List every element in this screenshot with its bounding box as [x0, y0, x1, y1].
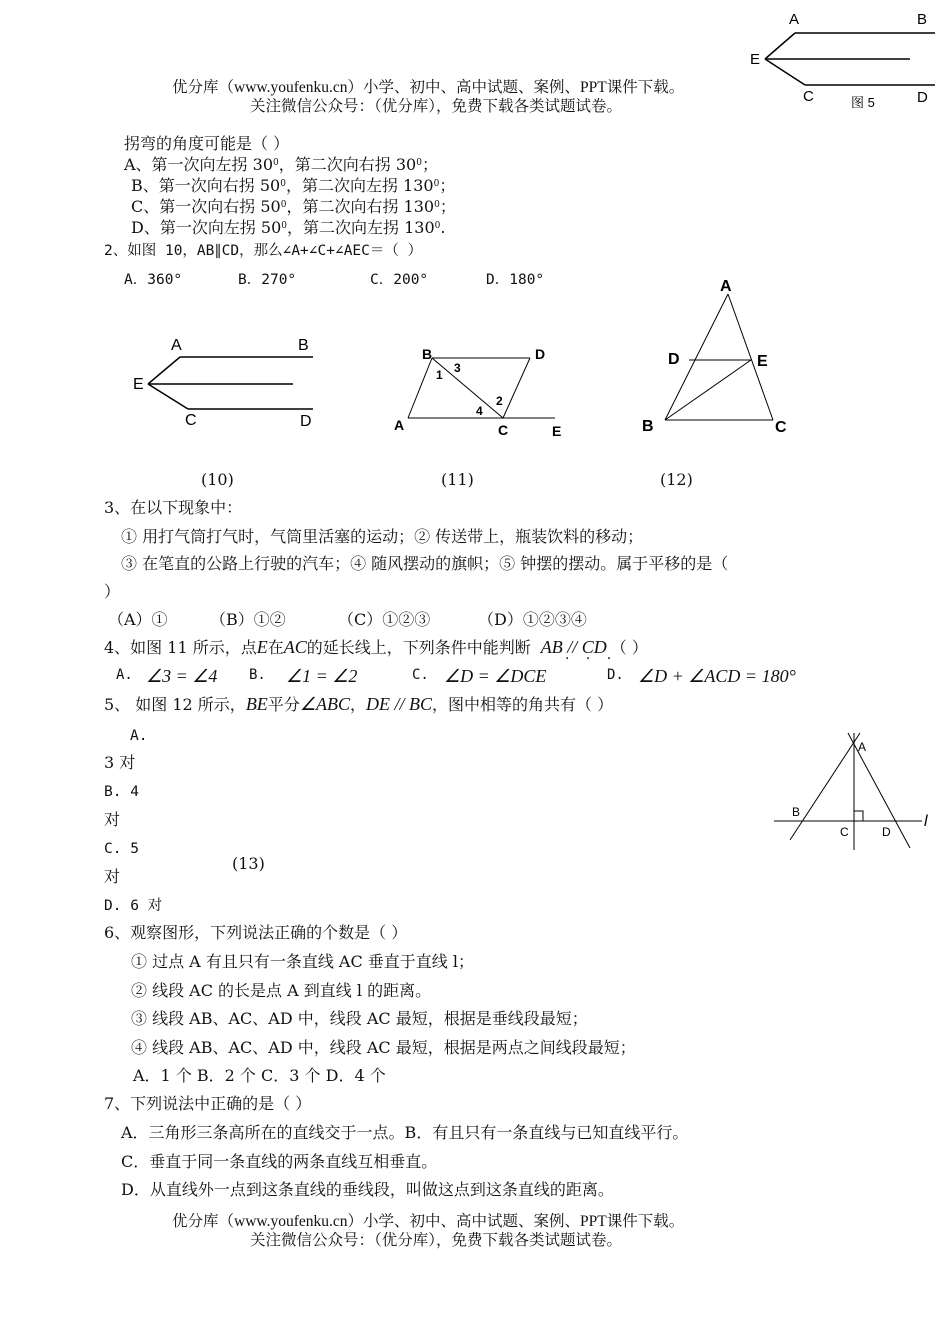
q4-option-b: ∠1 = ∠2 — [286, 666, 358, 686]
fig5-label-b: B — [917, 11, 928, 28]
q3-option-b: （B）①② — [210, 610, 286, 629]
fig13-label-l: l — [924, 813, 928, 830]
fig12-caption: (12) — [660, 470, 693, 489]
q6-item-4: ④ 线段 AB、AC、AD 中，线段 AC 最短，根据是两点之间线段最短； — [131, 1038, 636, 1057]
fig11-label-a: A — [394, 417, 405, 433]
q5-line-1: A. — [130, 728, 148, 744]
q3-option-d: （D）①②③④ — [478, 610, 587, 629]
q3-line-1: ① 用打气筒打气时，气筒里活塞的运动；② 传送带上，瓶装饮料的移动； — [121, 527, 644, 546]
q3-line-2: ③ 在笔直的公路上行驶的汽车；④ 随风摆动的旗帜；⑤ 钟摆的摆动。属于平移的是（ — [121, 554, 729, 573]
q3-stem: 3、在以下现象中： — [104, 498, 243, 517]
fig11-label-2: 2 — [496, 394, 503, 408]
q5-line-7: D. 6 对 — [104, 898, 163, 914]
fig11-label-d: D — [535, 346, 546, 362]
figure-12 — [635, 272, 800, 442]
q2-option-b: B．270° — [238, 272, 297, 288]
q3-option-a: （A）① — [108, 610, 168, 629]
figure-13 — [770, 730, 945, 855]
footer-line-1: 优分库（www.youfenku.cn）小学、初中、高中试题、案例、PPT课件下载。 — [172, 1213, 685, 1230]
q7-item-c: C．垂直于同一条直线的两条直线互相垂直。 — [121, 1152, 438, 1171]
q5-stem: 5、 如图 12 所示，BE平分∠ABC，DE // BC，图中相等的角共有（ ） — [104, 694, 614, 714]
fig11-label-c: C — [498, 422, 509, 438]
fig5-label-c: C — [803, 88, 814, 105]
q2-stem: 2、如图 10，AB∥CD，那么∠A+∠C+∠AEC＝（ ） — [104, 243, 423, 259]
fig10-label-b: B — [298, 337, 309, 354]
fig13-label-b: B — [792, 805, 801, 819]
fig10-caption: (10) — [201, 470, 234, 489]
q2-option-d: D．180° — [486, 272, 545, 288]
fig11-label-4: 4 — [476, 404, 483, 418]
q2-option-a: A．360° — [124, 272, 183, 288]
fig13-label-c: C — [840, 825, 849, 839]
fig12-label-b: B — [642, 418, 654, 435]
q7-item-d: D．从直线外一点到这条直线的垂线段，叫做这点到这条直线的距离。 — [121, 1180, 614, 1199]
fig12-label-c: C — [775, 419, 787, 436]
fig13-label-d: D — [882, 825, 891, 839]
fig10-label-d: D — [300, 413, 312, 430]
q6-options: A．1 个 B．2 个 C．3 个 D．4 个 — [133, 1066, 386, 1085]
q4-option-d: ∠D + ∠ACD = 180° — [638, 666, 796, 686]
fig5-label-e: E — [750, 51, 761, 68]
fig12-label-e: E — [757, 353, 768, 370]
q3-line-3: ） — [104, 582, 121, 601]
q4-option-c-label: C. — [412, 667, 429, 683]
q4-option-c: ∠D = ∠DCE — [444, 666, 547, 686]
q4-emphasis-dots: · · · — [565, 651, 618, 667]
fig12-label-a: A — [720, 278, 732, 295]
q5-line-4: 对 — [104, 810, 121, 829]
q1-stem: 拐弯的角度可能是（ ） — [124, 134, 290, 153]
q4-option-a: ∠3 = ∠4 — [146, 666, 218, 686]
fig12-label-d: D — [668, 351, 680, 368]
fig10-label-c: C — [185, 412, 197, 429]
fig5-label-a: A — [789, 11, 800, 28]
fig13-label-a: A — [858, 740, 867, 754]
fig5-label-d: D — [917, 89, 928, 106]
figure-10 — [128, 332, 328, 432]
fig10-label-a: A — [171, 337, 182, 354]
q5-line-6: 对 — [104, 867, 121, 886]
q5-line-3: B. 4 — [104, 784, 139, 800]
footer-line-2: 关注微信公众号：（优分库），免费下载各类试题试卷。 — [250, 1232, 623, 1249]
q1-option-d: D、第一次向左拐 $50^0$，第二次向左拐 $130^0$. — [131, 218, 446, 237]
q2-option-c: C．200° — [370, 272, 429, 288]
q4-option-b-label: B. — [249, 667, 266, 683]
fig10-label-e: E — [133, 376, 144, 393]
q6-item-3: ③ 线段 AB、AC、AD 中，线段 AC 最短，根据是垂线段最短； — [131, 1009, 588, 1028]
q1-option-c: C、第一次向右拐 $50^0$，第二次向右拐 $130^0$； — [131, 197, 456, 216]
header-line-1: 优分库（www.youfenku.cn）小学、初中、高中试题、案例、PPT课件下载。 — [172, 79, 685, 96]
q7-item-a-b: A．三角形三条高所在的直线交于一点。B．有且只有一条直线与已知直线平行。 — [121, 1123, 689, 1142]
fig11-label-b: B — [422, 346, 433, 362]
q3-option-c: （C）①②③ — [338, 610, 431, 629]
q6-item-2: ② 线段 AC 的长是点 A 到直线 l 的距离。 — [131, 981, 432, 1000]
q1-option-b: B、第一次向右拐 $50^0$，第二次向左拐 $130^0$； — [131, 176, 456, 195]
fig13-caption: (13) — [232, 854, 265, 873]
header-line-2: 关注微信公众号：（优分库），免费下载各类试题试卷。 — [250, 98, 623, 115]
q7-stem: 7、下列说法中正确的是（ ） — [104, 1094, 312, 1113]
q6-item-1: ① 过点 A 有且只有一条直线 AC 垂直于直线 l； — [131, 952, 474, 971]
fig11-label-e: E — [552, 423, 562, 439]
fig5-caption: 图 5 — [851, 95, 875, 110]
q4-stem: 4、如图 11 所示，点E在AC的延长线上，下列条件中能判断 AB // CD （ ） — [104, 637, 648, 657]
figure-5 — [745, 5, 945, 115]
fig11-caption: (11) — [441, 470, 474, 489]
q4-option-d-label: D. — [607, 667, 624, 683]
figure-11 — [390, 340, 575, 445]
q1-option-a: A、第一次向左拐 $30^0$，第二次向右拐 $30^0$； — [124, 155, 438, 174]
fig11-label-3: 3 — [454, 361, 461, 375]
fig11-label-1: 1 — [436, 368, 443, 382]
q5-line-2: 3 对 — [104, 753, 136, 772]
q6-stem: 6、观察图形，下列说法正确的个数是（ ） — [104, 923, 408, 942]
q4-option-a-label: A. — [116, 667, 133, 683]
q5-line-5: C. 5 — [104, 841, 139, 857]
